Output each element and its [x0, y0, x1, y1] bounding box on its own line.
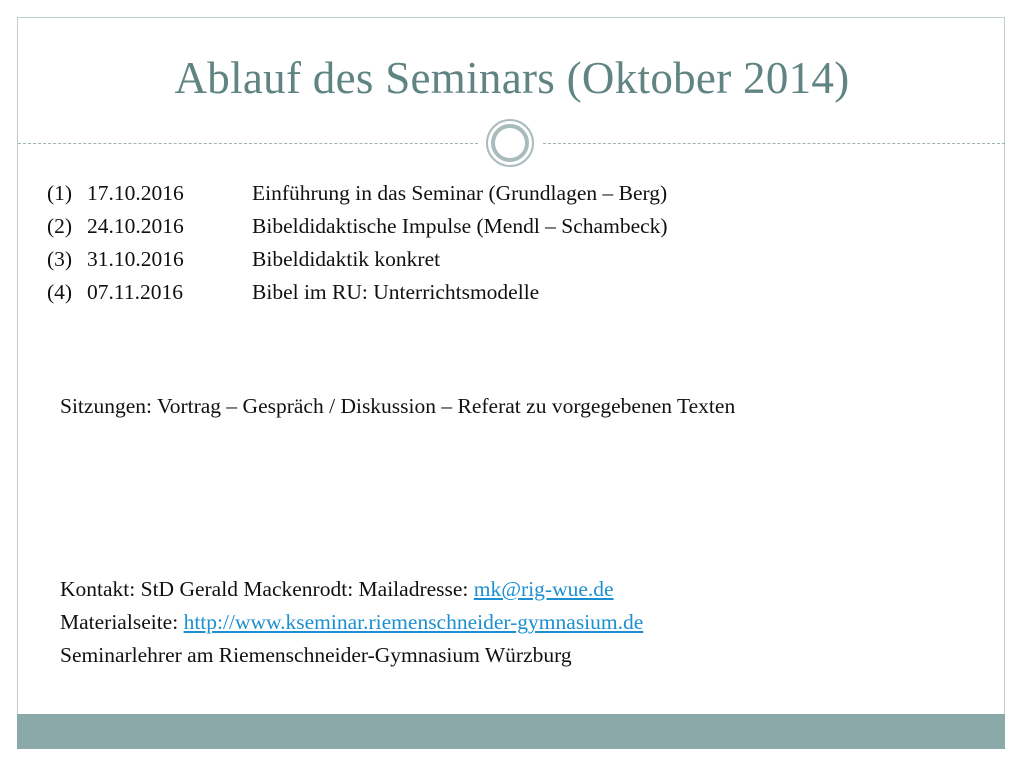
contact-prefix: Kontakt: StD Gerald Mackenrodt: Mailadresse:: [60, 577, 474, 601]
schedule-topic: Bibel im RU: Unterrichtsmodelle: [252, 280, 540, 304]
footer-bar: [17, 714, 1005, 749]
material-prefix: Materialseite:: [60, 610, 184, 634]
schedule-item: [47, 210, 668, 243]
schedule-item: [47, 243, 668, 276]
schedule-number: (1): [47, 181, 73, 205]
schedule-item: [47, 177, 668, 210]
sessions-info: Sitzungen: Vortrag – Gespräch / Diskussion – Referat zu vorgegebenen Texten: [60, 394, 736, 418]
contact-line-email: [60, 573, 643, 606]
schedule-item: [47, 276, 668, 309]
schedule-date: 17.10.2016: [87, 181, 184, 205]
schedule-number: (2): [47, 214, 73, 238]
contact-line-school: Seminarlehrer am Riemenschneider-Gymnasium Würzburg: [60, 643, 572, 667]
schedule-number: (3): [47, 247, 73, 271]
contact-block: [60, 573, 643, 672]
schedule-topic: Bibeldidaktische Impulse (Mendl – Schambeck): [252, 214, 668, 238]
divider-right: [543, 143, 1005, 144]
schedule-date: 31.10.2016: [87, 247, 184, 271]
schedule-topic: Einführung in das Seminar (Grundlagen – Berg): [252, 181, 668, 205]
schedule-date: 24.10.2016: [87, 214, 184, 238]
ring-icon: [485, 118, 535, 168]
contact-line-material: [60, 606, 643, 639]
material-url-link[interactable]: http://www.kseminar.riemenschneider-gymnasium.de: [183, 610, 644, 634]
schedule-topic: Bibeldidaktik konkret: [252, 247, 441, 271]
slide-title: Ablauf des Seminars (Oktober 2014): [174, 53, 850, 103]
schedule-list: [47, 177, 668, 309]
divider-left: [18, 143, 478, 144]
email-link[interactable]: mk@rig-wue.de: [473, 577, 614, 601]
schedule-date: 07.11.2016: [87, 280, 183, 304]
schedule-number: (4): [47, 280, 73, 304]
